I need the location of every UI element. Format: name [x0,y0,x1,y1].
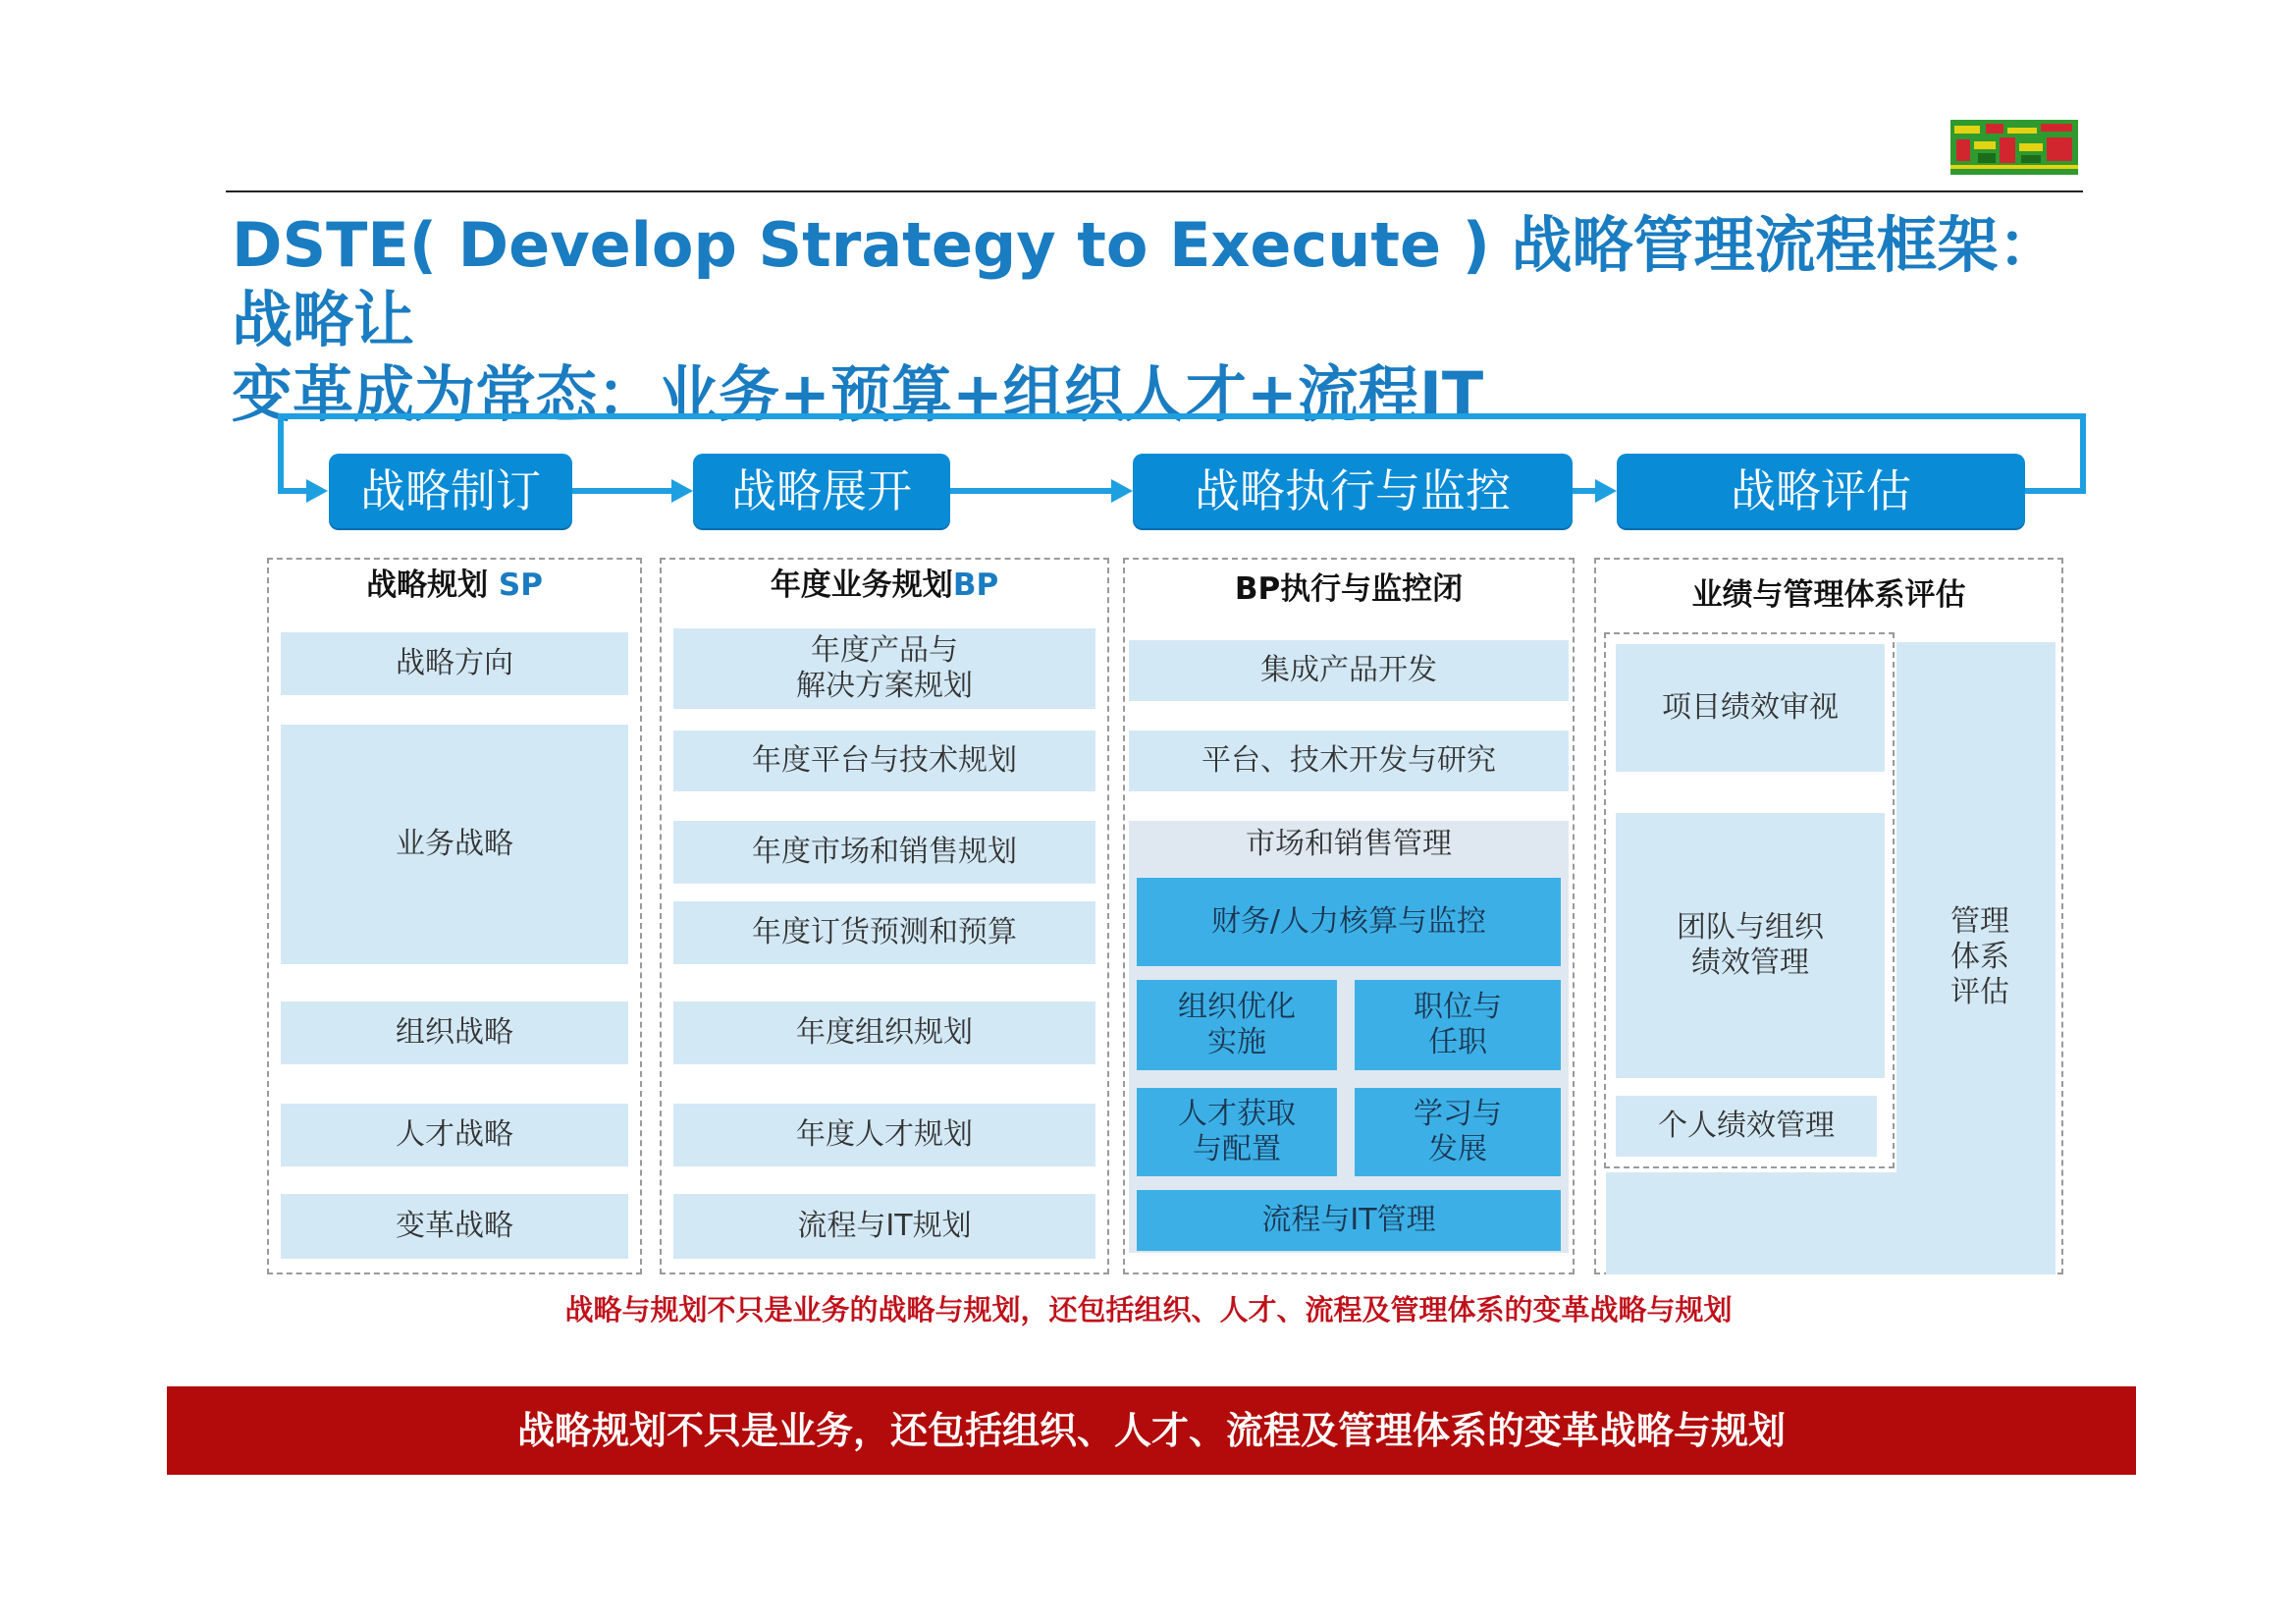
title-line-1: DSTE( Develop Strategy to Execute ) 战略管理流程框架：战略让 [232,209,2059,355]
eval-item-personal: 个人绩效管理 [1616,1096,1877,1157]
stage-strategy-evaluation: 战略评估 [1617,454,2025,528]
exec-item-org-optimization: 组织优化 实施 [1137,980,1337,1070]
panel-header-evaluation: 业绩与管理体系评估 [1691,577,1966,613]
exec-item-platform: 平台、技术开发与研究 [1129,731,1569,791]
panel-header-bp [660,566,1109,605]
bp-item: 年度市场和销售规划 [673,821,1095,884]
exec-item-ipd: 集成产品开发 [1129,640,1569,701]
sp-item: 组织战略 [281,1001,628,1064]
bp-item: 年度平台与技术规划 [673,731,1095,791]
page-title [232,208,2077,432]
summary-banner: 战略规划不只是业务，还包括组织、人才、流程及管理体系的变革战略与规划 [167,1386,2136,1475]
bp-item: 年度人才规划 [673,1104,1095,1166]
bp-item: 年度组织规划 [673,1001,1095,1064]
exec-item-talent: 人才获取 与配置 [1137,1088,1337,1176]
title-line-2: 变革成为常态：业务+预算+组织人才+流程IT [232,358,1484,430]
bp-item: 流程与IT规划 [673,1194,1095,1259]
top-divider [226,190,2083,192]
exec-item-finance: 财务/人力核算与监控 [1137,878,1561,966]
red-note: 战略与规划不只是业务的战略与规划，还包括组织、人才、流程及管理体系的变革战略与规划 [564,1293,1733,1326]
eval-item-mgmt-system: 管理 体系 评估 [1950,904,2009,1009]
sp-item: 人才战略 [281,1104,628,1166]
stage-strategy-formulation: 战略制订 [329,454,572,528]
bp-item: 年度产品与 解决方案规划 [673,628,1095,709]
sp-item: 变革战略 [281,1194,628,1259]
bp-item: 年度订货预测和预算 [673,901,1095,964]
eval-item-project: 项目绩效审视 [1616,644,1885,772]
exec-item-market: 市场和销售管理 [1129,821,1569,1253]
stage-execution-monitoring: 战略执行与监控 [1133,454,1573,528]
exec-item-position: 职位与 任职 [1355,980,1561,1070]
exec-item-learning: 学习与 发展 [1355,1088,1561,1176]
panel-header-execution: BP执行与监控闭 [1234,571,1464,607]
panel-header-accent: BP [952,568,999,603]
stage-strategy-deployment: 战略展开 [693,454,950,528]
logo-icon [1950,120,2078,175]
eval-item-team: 团队与组织 绩效管理 [1616,813,1885,1078]
panel-header-text: 年度业务规划 [770,568,953,603]
exec-item-process-it: 流程与IT管理 [1137,1190,1561,1251]
panel-header-sp [267,566,642,605]
panel-header-accent: SP [498,568,543,603]
sp-item: 业务战略 [281,725,628,964]
panel-header-text: 战略规划 [366,568,499,603]
sp-item: 战略方向 [281,632,628,695]
